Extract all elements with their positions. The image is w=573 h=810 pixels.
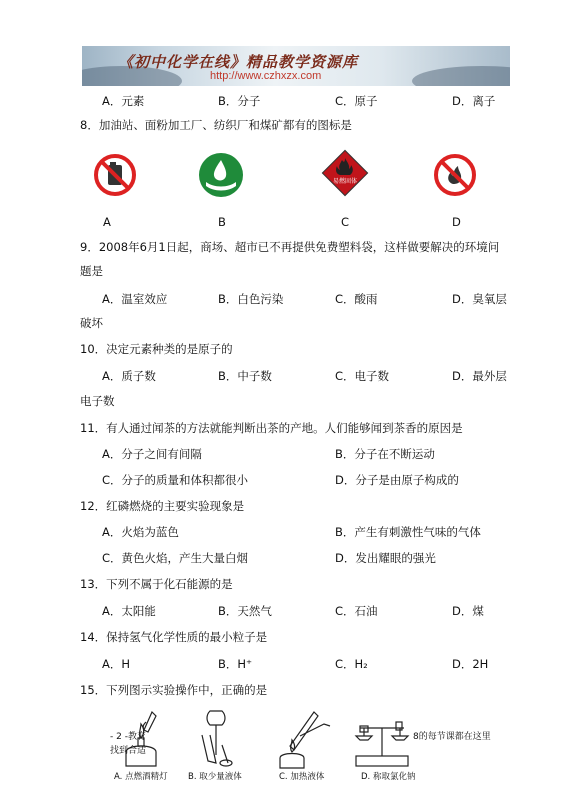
header-banner: [82, 46, 510, 86]
q15-caption-c: C. 加热液体: [279, 772, 325, 782]
no-fuel-can-icon: [92, 152, 138, 198]
flammable-solid-icon: [318, 146, 372, 200]
q10-option-a: A．质子数: [102, 369, 156, 383]
q11-option-a: A．分子之间有间隔: [102, 447, 202, 461]
q10-option-b: B．中子数: [218, 369, 272, 383]
q14-option-c: C．H₂: [335, 657, 368, 671]
banner-url[interactable]: http://www.czhxzx.com: [210, 70, 322, 82]
balance-weighing-illustration: [352, 706, 412, 768]
q7-option-a: A．元素: [102, 94, 145, 108]
footer-right-text: 8的每节课都在这里: [413, 732, 491, 742]
q8-stem: 8．加油站、面粉加工厂、纺织厂和煤矿都有的图标是: [80, 118, 352, 132]
footer-left-text: 找到合适: [110, 746, 147, 756]
q10-wrap: 电子数: [80, 394, 115, 408]
q7-option-b: B．分子: [218, 94, 261, 108]
q12-option-a: A．火焰为蓝色: [102, 525, 179, 539]
q14-stem: 14．保持氢气化学性质的最小粒子是: [80, 630, 268, 644]
q11-stem: 11．有人通过闻茶的方法就能判断出茶的产地。人们能够闻到茶香的原因是: [80, 421, 463, 435]
q14-option-d: D．2H: [452, 657, 489, 671]
q13-option-a: A．太阳能: [102, 604, 156, 618]
q9-option-a: A．温室效应: [102, 292, 168, 306]
q8-label-c: C: [341, 215, 350, 229]
q11-option-c: C．分子的质量和体积都很小: [102, 473, 249, 487]
q15-caption-b: B. 取少量液体: [188, 772, 242, 782]
heating-liquid-illustration: [270, 706, 340, 770]
q13-option-c: C．石油: [335, 604, 378, 618]
q8-label-d: D: [452, 215, 461, 229]
q9-wrap: 破坏: [80, 316, 103, 330]
no-fire-icon: [432, 152, 478, 198]
q7-option-d: D．离子: [452, 94, 496, 108]
banner-title: 《初中化学在线》精品教学资源库: [118, 53, 359, 71]
q14-option-b: B．H⁺: [218, 657, 253, 671]
q10-stem: 10．决定元素种类的是原子的: [80, 342, 233, 356]
q15-caption-d: D. 称取氯化钠: [361, 772, 416, 782]
q12-option-c: C．黄色火焰，产生大量白烟: [102, 551, 249, 565]
q15-stem: 15．下列图示实验操作中，正确的是: [80, 683, 268, 697]
q9-stem-line2: 题是: [80, 264, 103, 278]
pipette-liquid-illustration: [188, 705, 248, 770]
q10-option-d: D．最外层: [452, 369, 507, 383]
q8-label-b: B: [218, 215, 226, 229]
q15-caption-a: A. 点燃酒精灯: [114, 772, 168, 782]
q8-label-a: A: [103, 215, 111, 229]
sign-c-text: 易燃固体: [332, 178, 358, 185]
q11-option-d: D．分子是由原子构成的: [335, 473, 459, 487]
q12-option-b: B．产生有刺激性气味的气体: [335, 525, 481, 539]
q9-option-d: D．臭氧层: [452, 292, 507, 306]
q9-option-c: C．酸雨: [335, 292, 378, 306]
q9-option-b: B．白色污染: [218, 292, 284, 306]
q12-option-d: D．发出耀眼的强光: [335, 551, 436, 565]
q7-option-c: C．原子: [335, 94, 378, 108]
q12-stem: 12．红磷燃烧的主要实验现象是: [80, 499, 245, 513]
q14-option-a: A．H: [102, 657, 131, 671]
q13-option-b: B．天然气: [218, 604, 272, 618]
q13-option-d: D．煤: [452, 604, 484, 618]
water-saving-icon: [198, 152, 244, 198]
page-number: - 2 -教育: [110, 732, 146, 742]
q13-stem: 13．下列不属于化石能源的是: [80, 577, 233, 591]
q9-stem-line1: 9．2008年6月1日起，商场、超市已不再提供免费塑料袋，这样做要解决的环境问: [80, 240, 500, 254]
q10-option-c: C．电子数: [335, 369, 390, 383]
q11-option-b: B．分子在不断运动: [335, 447, 435, 461]
